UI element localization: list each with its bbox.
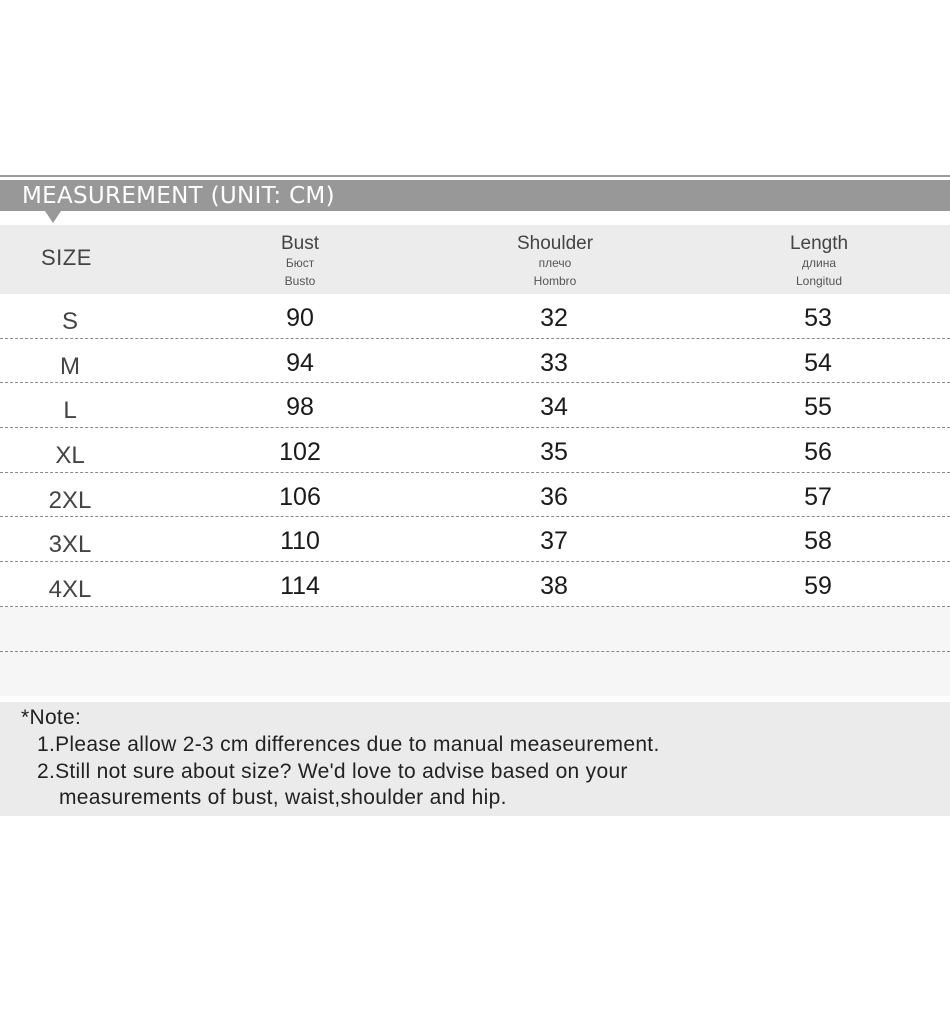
- cell-size: 4XL: [48, 576, 92, 604]
- cell-shoulder: 34: [540, 393, 568, 422]
- cell-size: M: [60, 352, 80, 380]
- cell-length: 54: [804, 348, 832, 377]
- header-bust-es: Busto: [284, 274, 316, 288]
- header-shoulder-en: Shoulder: [516, 233, 594, 254]
- header-bust-en: Bust: [280, 233, 320, 254]
- cell-bust: 94: [286, 348, 314, 377]
- notes-panel: [0, 702, 950, 816]
- cell-bust: 90: [286, 304, 314, 332]
- title-bar: [0, 180, 950, 211]
- table-row: [0, 383, 950, 428]
- cell-shoulder: 35: [540, 438, 568, 467]
- header-length-es: Longitud: [795, 274, 843, 288]
- table-row: [0, 339, 950, 384]
- table-row: [0, 428, 950, 473]
- header-shoulder-es: Hombro: [533, 274, 577, 288]
- header-size: SIZE: [41, 245, 92, 270]
- cell-size: L: [63, 397, 77, 425]
- header-length-en: Length: [789, 233, 849, 254]
- cell-size: 3XL: [48, 531, 92, 559]
- header-bust-ru: Бюст: [285, 256, 315, 270]
- table-row: [0, 294, 950, 339]
- note-line-1: 1.Please allow 2-3 cm differences due to manual measeurement.: [37, 733, 660, 756]
- empty-row: [0, 652, 950, 697]
- cell-shoulder: 38: [540, 572, 568, 601]
- cell-shoulder: 32: [540, 304, 568, 332]
- cell-bust: 102: [279, 438, 321, 467]
- cell-bust: 114: [280, 572, 320, 601]
- cell-length: 59: [804, 572, 832, 601]
- cell-length: 58: [804, 527, 832, 556]
- table-header: [0, 225, 950, 294]
- table-row: [0, 562, 950, 607]
- page-title: MEASUREMENT (UNIT: CM): [22, 183, 335, 209]
- title-pointer: [45, 211, 61, 223]
- table-row: [0, 517, 950, 562]
- cell-bust: 110: [280, 527, 320, 556]
- cell-shoulder: 33: [540, 348, 568, 377]
- table-body: [0, 294, 950, 696]
- note-line-2: 2.Still not sure about size? We'd love to advise based on your: [37, 760, 628, 783]
- header-shoulder: [455, 233, 655, 290]
- cell-length: 55: [804, 393, 832, 422]
- cell-size: XL: [55, 442, 85, 470]
- cell-shoulder: 36: [540, 482, 568, 511]
- note-line-2-continued: measurements of bust, waist,shoulder and hip.: [59, 786, 507, 809]
- top-rule: [0, 175, 950, 177]
- cell-length: 53: [804, 304, 832, 332]
- table-row: [0, 473, 950, 518]
- header-shoulder-ru: плечо: [538, 256, 572, 270]
- header-length: [719, 233, 919, 290]
- empty-row: [0, 607, 950, 652]
- cell-size: S: [61, 308, 78, 335]
- cell-bust: 98: [286, 393, 314, 422]
- cell-length: 57: [804, 482, 832, 511]
- cell-shoulder: 37: [540, 527, 568, 556]
- header-bust: [200, 233, 400, 290]
- cell-length: 56: [804, 438, 832, 467]
- note-heading: *Note:: [21, 706, 82, 729]
- cell-size: 2XL: [48, 486, 92, 514]
- header-length-ru: длина: [801, 256, 836, 270]
- cell-bust: 106: [279, 482, 321, 511]
